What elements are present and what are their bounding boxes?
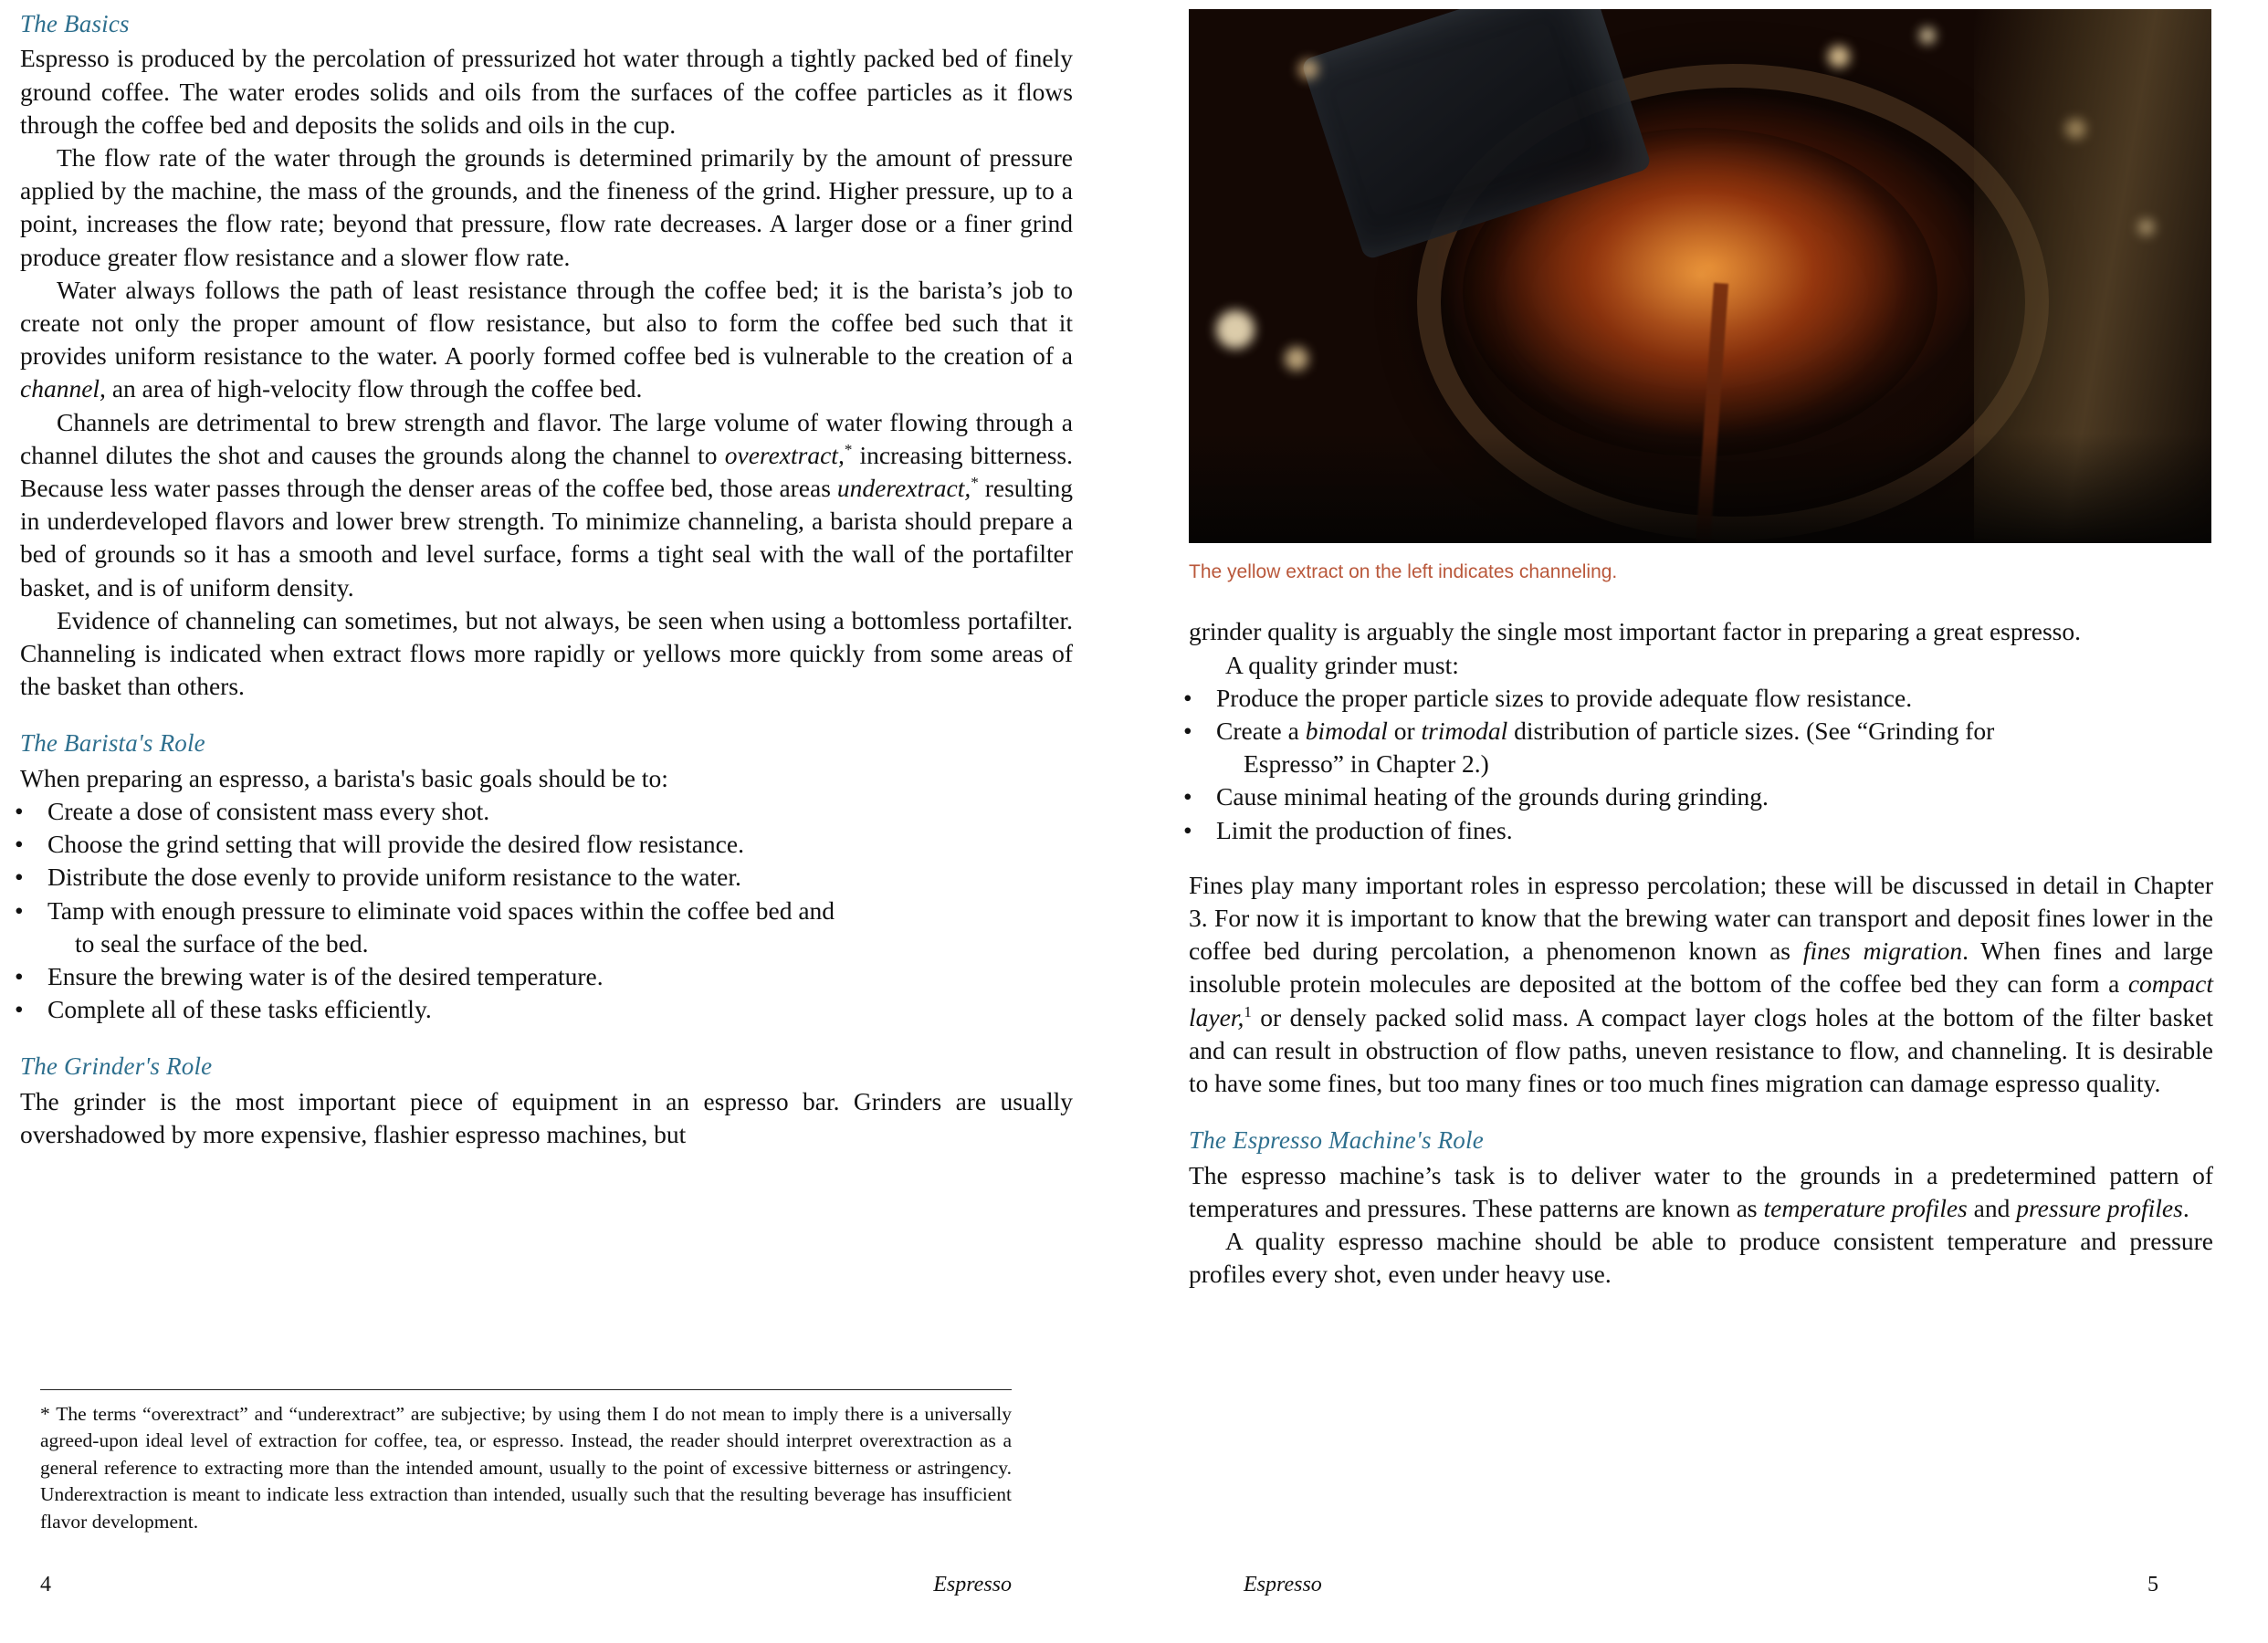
paragraph-basics-3: Water always follows the path of least resistance through the coffee bed; it is the barista’s job to create not only the proper amount of flow resistance, but also to form the coffee bed such that it provides uniform resistance to the water. A poorly formed coffee bed is vulnerable to the creation of a channel, an area of high-velocity flow through the coffee bed. [20,275,1073,403]
heading-the-baristas-role: The Barista's Role [20,729,205,758]
photo-bokeh-light [1216,310,1255,349]
page-number-left: 4 [40,1573,51,1596]
list-barista-goals [20,795,1073,1026]
right-page [1134,0,2268,1643]
list-item: • Cause minimal heating of the grounds during grinding. [1189,780,2213,813]
photo-bokeh-light [1285,347,1308,371]
espresso-extraction-photo [1189,9,2211,543]
list-item: • Ensure the brewing water is of the desired temperature. [20,960,1073,993]
paragraph-basics-1: Espresso is produced by the percolation of pressurized hot water through a tightly packed bed of finely ground coffee. The water erodes solids and oils from the surfaces of the coffee particles as it flows through the coffee bed and deposits the solids and oils in the cup. [20,44,1073,139]
running-title-right: Espresso [1244,1573,1322,1596]
footnote-divider [40,1389,1012,1390]
list-item: • Create a bimodal or trimodal distribution of particle sizes. (See “Grinding for Espresso” in Chapter 2.) [1189,715,2213,780]
heading-the-grinders-role: The Grinder's Role [20,1052,213,1081]
paragraph-barista-intro: When preparing an espresso, a barista's basic goals should be to: [20,763,668,792]
paragraph-machine-1: The espresso machine’s task is to deliver water to the grounds in a predetermined pattern of temperatures and pressures. These patterns are known as temperature profiles and pressure profiles. [1189,1160,2213,1222]
paragraph-basics-2: The flow rate of the water through the grounds is determined primarily by the amount of pressure applied by the machine, the mass of the grounds, and the fineness of the grind. Higher pressure, up to a point, increases the flow rate; beyond that pressure, flow rate decreases. A larger dose or a finer grind produce greater flow resistance and a slower flow rate. [20,143,1073,271]
right-page-column [1189,9,2213,1643]
footnote-text: * The terms “overextract” and “underextract” are subjective; by using them I do not mean to imply there is a universally agreed-upon ideal level of extraction for coffee, tea, or espresso. Instead, the reader should interpret overextraction as a general reference to extracting more than the intended amount, usually to the point of excessive bitterness or astringency. Underextraction is meant to indicate less extraction than intended, usually such that the resulting beverage has insufficient flavor development. [40,1402,1012,1533]
paragraph-quality-grinder-intro: A quality grinder must: [1225,650,1459,679]
list-item: • Tamp with enough pressure to eliminate void spaces within the coffee bed and to seal the surface of the bed. [20,895,1073,960]
footnote-block [40,1389,1012,1536]
paragraph-grinder-1: The grinder is the most important piece of equipment in an espresso bar. Grinders are usually overshadowed by more expensive, flashier espresso machines, but [20,1086,1073,1149]
photo-bokeh-light [1919,27,1936,44]
list-item: • Limit the production of fines. [1189,814,2213,847]
list-item: • Produce the proper particle sizes to provide adequate flow resistance. [1189,682,2213,715]
heading-the-espresso-machines-role: The Espresso Machine's Role [1189,1126,1484,1155]
photo-caption: The yellow extract on the left indicates channeling. [1189,561,1618,582]
photo-bokeh-light [1828,46,1850,68]
photo-bokeh-light [1298,59,1318,79]
list-item: • Distribute the dose evenly to provide uniform resistance to the water. [20,861,1073,894]
photo-bottom-shadow [1189,434,2211,543]
paragraph-basics-4: Channels are detrimental to brew strength and flavor. The large volume of water flowing through a channel dilutes the shot and causes the grounds along the channel to overextract,* increasing bitterness. Because less water passes through the denser areas of the coffee bed, those areas underextract,* resulting in underdeveloped flavors and lower brew strength. To minimize channeling, a barista should prepare a bed of grounds so it has a smooth and level surface, forms a tight seal with the wall of the portafilter basket, and is of uniform density. [20,407,1073,602]
page-number-right: 5 [2147,1573,2158,1596]
list-item: • Complete all of these tasks efficiently. [20,993,1073,1026]
paragraph-fines: Fines play many important roles in espresso percolation; these will be discussed in detail in Chapter 3. For now it is important to know that the brewing water can transport and deposit fines lower in the coffee bed during percolation, a phenomenon known as fines migration. When fines and large insoluble protein molecules are deposited at the bottom of the coffee bed they can form a compact layer,$^1$ or densely packed solid mass. A compact layer clogs holes at the bottom of the filter basket and can result in obstruction of flow paths, uneven resistance to flow, and channeling. It is desirable to have some fines, but too many fines or too much fines migration can damage espresso quality. [1189,870,2214,1097]
paragraph-basics-5: Evidence of channeling can sometimes, but not always, be seen when using a bottomless portafilter. Channeling is indicated when extract flows more rapidly or yellows more quickly from some areas of the basket than others. [20,605,1073,701]
list-item: • Create a dose of consistent mass every shot. [20,795,1073,828]
paragraph-machine-2: A quality espresso machine should be able to produce consistent temperature and pressure profiles every shot, even under heavy use. [1189,1226,2213,1289]
heading-the-basics: The Basics [20,10,130,37]
list-quality-grinder [1189,682,2213,847]
left-page-column [20,9,1073,1643]
list-item: • Choose the grind setting that will provide the desired flow resistance. [20,828,1073,861]
running-title-left: Espresso [933,1573,1012,1596]
paragraph-grinder-continued: grinder quality is arguably the single most important factor in preparing a great espresso. [1189,617,2082,646]
